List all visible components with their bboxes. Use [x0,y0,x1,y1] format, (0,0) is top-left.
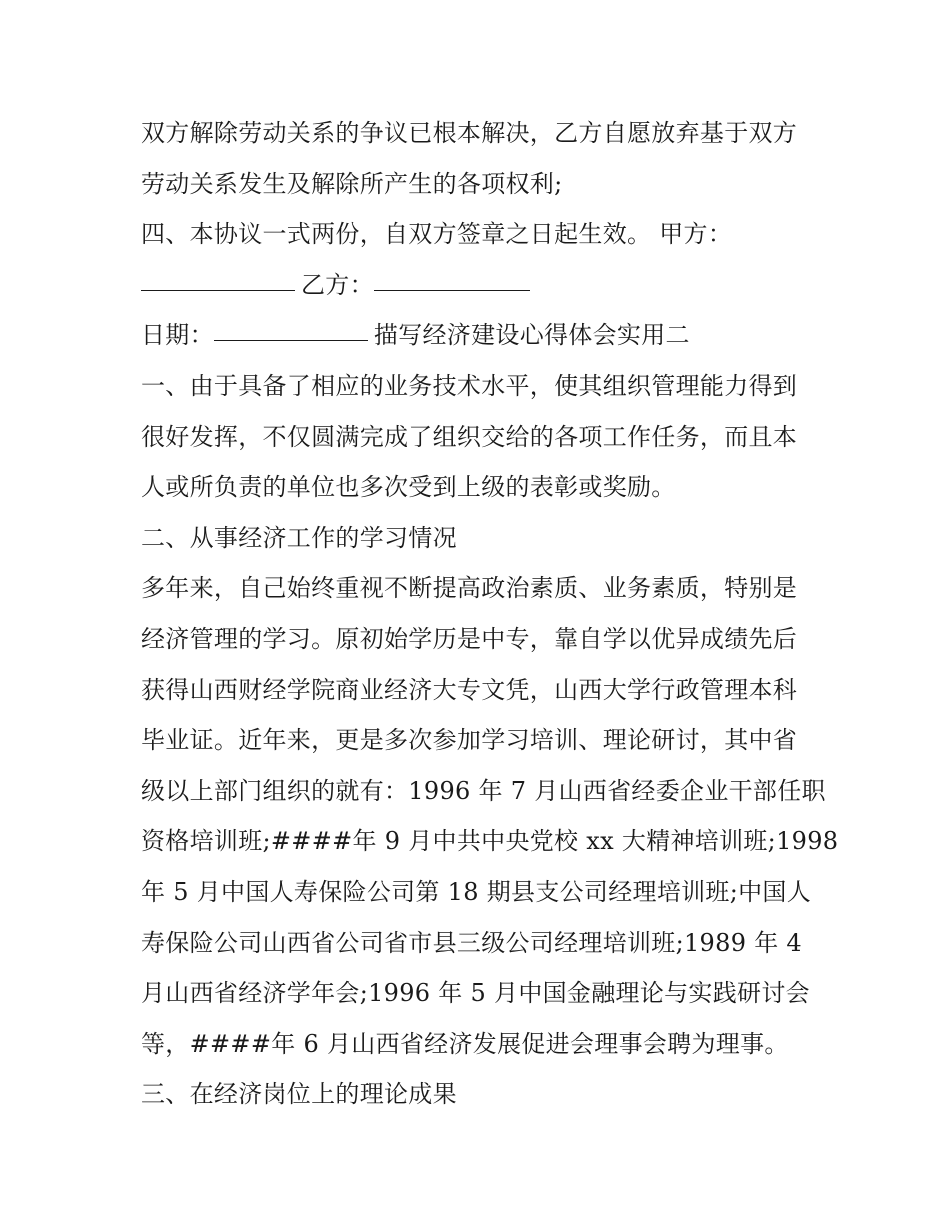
party-b-label: 乙方： [301,270,374,299]
paragraph-line: 四、本协议一式两份，自双方签章之日起生效。 甲方： [141,220,733,249]
paragraph-line: 一、由于具备了相应的业务技术水平，使其组织管理能力得到 [141,371,798,400]
section-title: 描写经济建设心得体会实用二 [373,321,690,350]
paragraph-line: 双方解除劳动关系的争议已根本解决，乙方自愿放弃基于双方 [141,119,798,147]
section-heading: 三、在经济岗位上的理论成果 [141,1080,457,1109]
paragraph-line: 毕业证。近年来，更是多次参加学习培训、理论研讨，其中省 [141,726,798,755]
paragraph-line: 获得山西财经学院商业经济大专文凭，山西大学行政管理本科 [141,675,798,704]
paragraph-line: 月山西省经济学年会;1996 年 5 月中国金融理论与实践研讨会 [141,979,810,1008]
date-label: 日期： [141,321,214,350]
date-line [141,310,821,361]
paragraph-line: 人或所负责的单位也多次受到上级的表彰或奖励。 [141,473,676,502]
paragraph-line: 资格培训班;####年 9 月中共中央党校 xx 大精神培训班;1998 [141,827,839,856]
section-heading: 二、从事经济工作的学习情况 [141,523,457,552]
paragraph-line: 多年来，自己始终重视不断提高政治素质、业务素质，特别是 [141,574,798,603]
paragraph-line: 年 5 月中国人寿保险公司第 18 期县支公司经理培训班;中国人 [141,877,812,906]
document-body [141,108,839,1120]
party-a-blank [141,260,295,291]
paragraph-line: 寿保险公司山西省公司省市县三级公司经理培训班;1989 年 4 [141,928,802,957]
paragraph-line: 劳动关系发生及解除所产生的各项权利; [141,169,563,198]
party-b-blank [374,260,530,291]
paragraph-line: 级以上部门组织的就有：1996 年 7 月山西省经委企业干部任职 [141,776,826,805]
paragraph-line: 经济管理的学习。原初始学历是中专，靠自学以优异成绩先后 [141,624,798,653]
signature-line [141,260,821,311]
paragraph-line: 等，####年 6 月山西省经济发展促进会理事会聘为理事。 [141,1029,789,1058]
paragraph-line: 很好发挥，不仅圆满完成了组织交给的各项工作任务，而且本 [141,422,798,451]
date-blank [214,310,368,341]
